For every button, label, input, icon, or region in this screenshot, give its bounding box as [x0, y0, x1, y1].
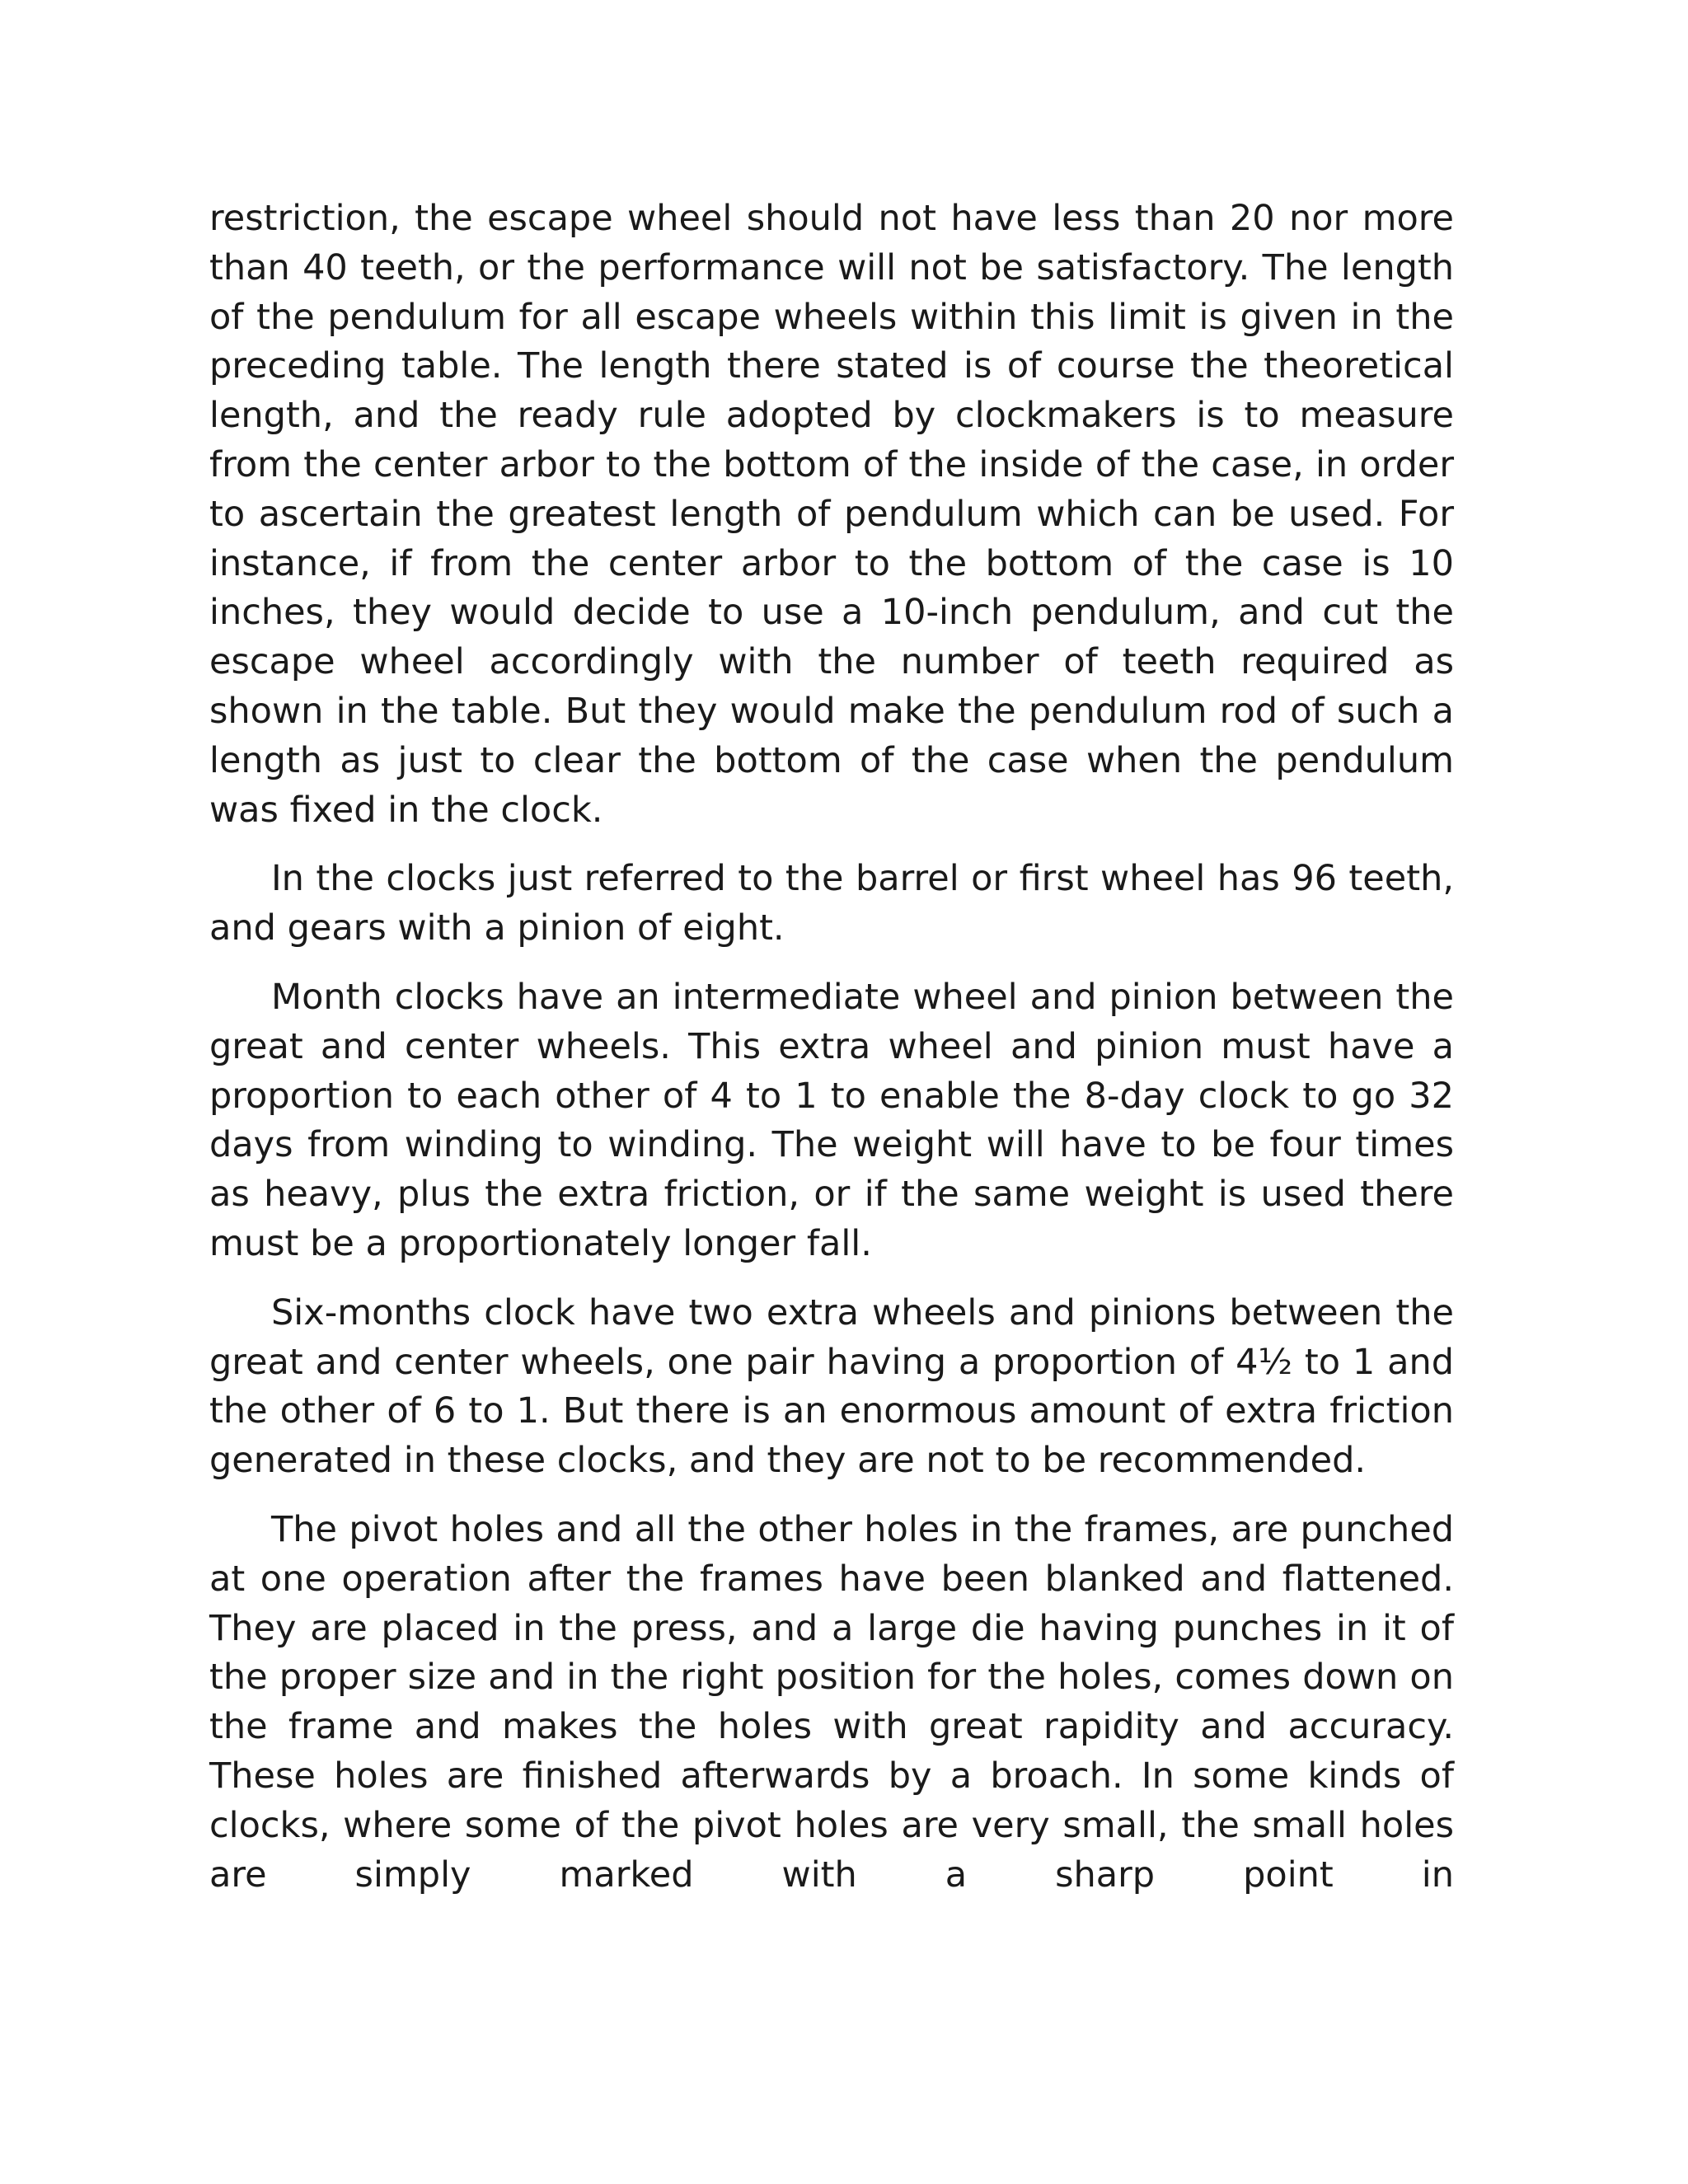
paragraph-month-clocks: Month clocks have an intermediate wheel and pinion between the great and center wheels. This extra wheel and pinion must have a proportion to each other of 4 to 1 to enable the 8-day clock to go 32 days from winding to winding. The weight will have to be four times as heavy, plus the extra friction, or if the same weight is used there must be a proportionately longer fall. — [209, 976, 1454, 1264]
paragraph-pivot-holes: The pivot holes and all the other holes in the frames, are punched at one operation after the frames have been blanked and flattened. They are placed in the press, and a large die having punches in it of the proper size and in the right position for the holes, comes down on the frame and makes the holes with great rapidity and accuracy. These holes are finished afterwards by a broach. In some kinds of clocks, where some of the pivot holes are very small, the small holes are simply marked with a sharp point in — [209, 1508, 1454, 1896]
paragraph-six-months-clock: Six-months clock have two extra wheels and pinions between the great and center wheels, one pair having a proportion of 4½ to 1 and the other of 6 to 1. But there is an enormous amount of extra friction generated in these clocks, and they are not to be recommended. — [209, 1291, 1454, 1482]
page-text-body — [209, 194, 1454, 1919]
paragraph-barrel-wheel: In the clocks just referred to the barrel or first wheel has 96 teeth, and gears with a pinion of eight. — [209, 858, 1454, 949]
paragraph-pendulum-length: restriction, the escape wheel should not have less than 20 nor more than 40 teeth, or the performance will not be satisfactory. The length of the pendulum for all escape wheels within this limit is given in the preceding table. The length there stated is of course the theoretical length, and the ready rule adopted by clockmakers is to measure from the center arbor to the bottom of the inside of the case, in order to ascertain the greatest length of pendulum which can be used. For instance, if from the center arbor to the bottom of the case is 10 inches, they would decide to use a 10-inch pendulum, and cut the escape wheel accordingly with the number of teeth required as shown in the table. But they would make the pendulum rod of such a length as just to clear the bottom of the case when the pendulum was fixed in the clock. — [209, 198, 1454, 831]
